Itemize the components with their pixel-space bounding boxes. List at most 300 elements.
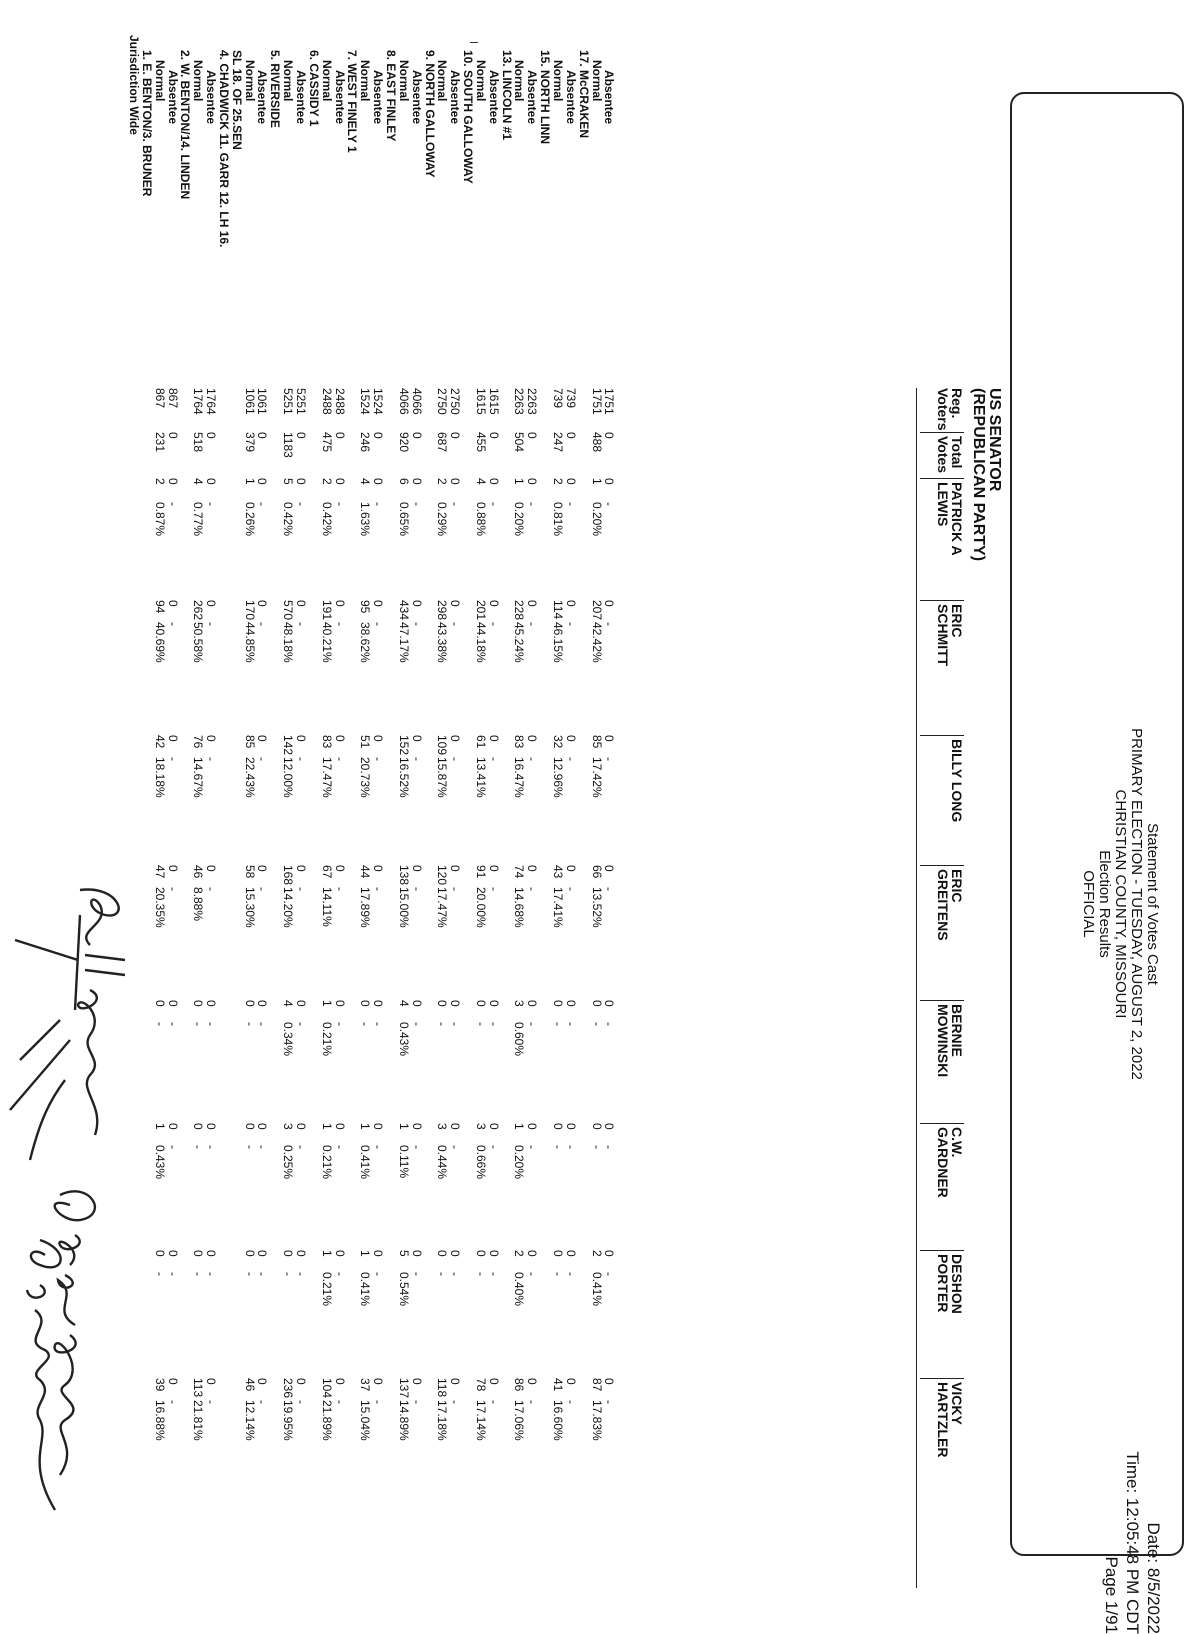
table-cell: 0 xyxy=(525,432,540,439)
table-cell: 0 xyxy=(255,432,270,439)
table-cell: 0 xyxy=(602,478,617,485)
table-cell: 4 xyxy=(358,478,373,485)
table-cell: 0 xyxy=(448,1123,463,1130)
table-cell: - xyxy=(165,1400,180,1404)
table-cell: - xyxy=(486,622,501,626)
row-label: 6. CASSIDY 1 xyxy=(306,50,321,127)
table-cell: 0 xyxy=(409,1250,424,1257)
table-cell: - xyxy=(602,1145,617,1149)
table-cell: 0 xyxy=(371,1123,386,1130)
table-cell: 0.40% xyxy=(512,1272,527,1307)
table-cell: 0 xyxy=(255,1250,270,1257)
table-cell: 0 xyxy=(204,1378,219,1385)
table-cell: 0 xyxy=(255,1000,270,1007)
table-cell: 17.42% xyxy=(589,757,604,798)
table-cell: 247 xyxy=(551,432,566,453)
table-cell: - xyxy=(525,622,540,626)
row-label: Absentee xyxy=(371,70,386,125)
table-cell: 0 xyxy=(165,432,180,439)
table-cell: 20.00% xyxy=(473,887,488,928)
table-cell: 138 xyxy=(396,865,411,886)
table-cell: 16.47% xyxy=(512,757,527,798)
col-deshon-porter: DESHON PORTER xyxy=(920,1250,964,1314)
table-cell: 920 xyxy=(396,432,411,453)
table-cell: - xyxy=(486,502,501,506)
contest-title xyxy=(970,388,1002,561)
table-cell: 0 xyxy=(165,735,180,742)
table-cell: - xyxy=(371,757,386,761)
table-cell: 1 xyxy=(396,1123,411,1130)
table-cell: 0 xyxy=(294,735,309,742)
table-cell: 0 xyxy=(525,1250,540,1257)
table-cell: - xyxy=(473,1272,488,1276)
table-cell: 45.24% xyxy=(512,622,527,663)
table-cell: - xyxy=(191,1272,206,1276)
table-cell: 1183 xyxy=(281,432,296,458)
header-rule xyxy=(916,388,917,1588)
table-cell: 0.60% xyxy=(512,1022,527,1057)
table-cell: 0 xyxy=(371,432,386,439)
table-cell: 0 xyxy=(204,1250,219,1257)
table-cell: - xyxy=(204,887,219,891)
table-cell: - xyxy=(551,1145,566,1149)
table-cell: 2750 xyxy=(448,388,463,415)
table-cell: 0 xyxy=(332,478,347,485)
table-cell: - xyxy=(204,502,219,506)
table-cell: - xyxy=(486,1022,501,1026)
table-row xyxy=(205,0,217,1584)
table-cell: 0 xyxy=(332,1123,347,1130)
row-label: Absentee xyxy=(602,70,617,125)
table-cell: - xyxy=(255,887,270,891)
precinct-heading xyxy=(141,0,153,1584)
table-cell: 47 xyxy=(152,865,167,879)
table-cell: 379 xyxy=(242,432,257,453)
table-cell: - xyxy=(281,1272,296,1276)
table-cell: - xyxy=(563,622,578,626)
table-cell: - xyxy=(165,622,180,626)
table-cell: - xyxy=(204,757,219,761)
table-cell: - xyxy=(332,502,347,506)
table-cell: 16.60% xyxy=(551,1400,566,1441)
table-cell: - xyxy=(448,502,463,506)
table-cell: 0 xyxy=(602,1250,617,1257)
table-cell: - xyxy=(191,1145,206,1149)
table-cell: 739 xyxy=(551,388,566,409)
table-cell: 0 xyxy=(204,432,219,439)
table-cell: 1.63% xyxy=(358,502,373,537)
table-cell: 94 xyxy=(152,600,167,614)
precinct-heading xyxy=(218,0,230,1584)
table-cell: 0 xyxy=(204,735,219,742)
table-cell: 1 xyxy=(589,478,604,485)
table-cell: 39 xyxy=(152,1378,167,1392)
table-cell: - xyxy=(602,1400,617,1404)
table-cell: 0.20% xyxy=(589,502,604,537)
table-cell: 50.58% xyxy=(191,622,206,663)
table-cell: - xyxy=(332,1400,347,1404)
table-cell: - xyxy=(204,1400,219,1404)
row-label: Normal xyxy=(191,60,206,102)
table-cell: - xyxy=(563,1272,578,1276)
table-row xyxy=(565,0,577,1584)
table-cell: - xyxy=(255,1022,270,1026)
table-row xyxy=(449,0,461,1584)
table-cell: - xyxy=(409,757,424,761)
table-cell: 104 xyxy=(319,1378,334,1399)
precinct-heading xyxy=(346,0,358,1584)
table-cell: 2263 xyxy=(525,388,540,415)
row-label: Normal xyxy=(396,60,411,102)
table-cell: 0 xyxy=(255,1378,270,1385)
row-label: Normal xyxy=(435,60,450,102)
table-cell: 0 xyxy=(563,1000,578,1007)
table-cell: - xyxy=(409,1145,424,1149)
table-cell: 41 xyxy=(551,1378,566,1392)
col-total-votes: Total Votes xyxy=(920,432,964,473)
table-cell: - xyxy=(602,887,617,891)
table-cell: 14.68% xyxy=(512,887,527,928)
table-cell: 0 xyxy=(294,432,309,439)
table-cell: 14.20% xyxy=(281,887,296,928)
table-cell: - xyxy=(371,1400,386,1404)
table-cell: - xyxy=(448,1145,463,1149)
table-cell: 1 xyxy=(358,1123,373,1130)
table-cell: 1 xyxy=(319,1250,334,1257)
table-row xyxy=(372,0,384,1584)
table-row xyxy=(321,0,333,1584)
table-cell: 0 xyxy=(589,1000,604,1007)
table-cell: - xyxy=(332,887,347,891)
table-cell: - xyxy=(371,887,386,891)
table-cell: 13.41% xyxy=(473,757,488,798)
table-cell: 0.20% xyxy=(512,1145,527,1180)
table-cell: - xyxy=(409,1272,424,1276)
table-row xyxy=(475,0,487,1584)
table-cell: - xyxy=(448,757,463,761)
table-cell: 0.26% xyxy=(242,502,257,537)
table-cell: 0.21% xyxy=(319,1022,334,1057)
table-cell: - xyxy=(448,1022,463,1026)
table-row xyxy=(154,0,166,1584)
row-label: Absentee xyxy=(255,70,270,125)
table-cell: 0 xyxy=(435,1000,450,1007)
table-cell: 0 xyxy=(281,1250,296,1257)
row-label: Absentee xyxy=(525,70,540,125)
table-cell: - xyxy=(563,1145,578,1149)
table-cell: - xyxy=(602,757,617,761)
table-cell: - xyxy=(563,1400,578,1404)
table-cell: 118 xyxy=(435,1378,450,1398)
table-cell: 1 xyxy=(152,1123,167,1130)
table-cell: 0 xyxy=(165,1123,180,1130)
table-cell: 0.87% xyxy=(152,502,167,537)
table-cell: 0 xyxy=(332,735,347,742)
table-cell: 83 xyxy=(512,735,527,749)
table-cell: 504 xyxy=(512,432,527,453)
table-cell: 0 xyxy=(255,1123,270,1130)
table-cell: 17.47% xyxy=(319,757,334,798)
table-cell: - xyxy=(294,622,309,626)
row-label: Absentee xyxy=(332,70,347,125)
precinct-heading xyxy=(269,0,281,1584)
table-cell: - xyxy=(294,1145,309,1149)
row-label: 15. NORTH LINN xyxy=(538,50,553,145)
table-cell: - xyxy=(242,1145,257,1149)
table-cell: 0 xyxy=(486,735,501,742)
table-cell: 40.69% xyxy=(152,622,167,663)
table-cell: 15.87% xyxy=(435,757,450,798)
table-row xyxy=(488,0,500,1584)
table-cell: 0 xyxy=(486,600,501,607)
table-cell: 74 xyxy=(512,865,527,879)
table-cell: 19.95% xyxy=(281,1400,296,1441)
table-cell: - xyxy=(563,757,578,761)
table-cell: 0 xyxy=(371,1000,386,1007)
table-cell: - xyxy=(332,1022,347,1026)
table-cell: - xyxy=(486,1145,501,1149)
table-row xyxy=(359,0,371,1584)
table-cell: 0 xyxy=(294,600,309,607)
row-label: 17. McCRAKEN xyxy=(576,50,591,139)
table-cell: 0 xyxy=(473,1250,488,1257)
table-cell: 0.77% xyxy=(191,502,206,537)
table-cell: 475 xyxy=(319,432,334,453)
table-cell: 0 xyxy=(371,735,386,742)
table-cell: - xyxy=(165,757,180,761)
table-cell: 0.88% xyxy=(473,502,488,537)
table-cell: 0 xyxy=(204,478,219,485)
report-date: Date: 8/5/2022 xyxy=(1144,1522,1163,1634)
row-label: Absentee xyxy=(204,70,219,125)
table-cell: 0 xyxy=(525,1378,540,1385)
table-cell: 0 xyxy=(152,1250,167,1257)
table-cell: 46.15% xyxy=(551,622,566,663)
row-label: Absentee xyxy=(409,70,424,125)
table-cell: - xyxy=(409,1400,424,1404)
row-label: 1. E. BENTON/3. BRUNER xyxy=(139,50,154,197)
table-cell: - xyxy=(409,502,424,506)
table-cell: 0.41% xyxy=(358,1145,373,1180)
table-cell: 0 xyxy=(409,478,424,485)
table-cell: - xyxy=(551,1272,566,1276)
table-cell: - xyxy=(525,757,540,761)
table-cell: - xyxy=(165,1145,180,1149)
table-cell: 0 xyxy=(409,865,424,872)
table-cell: 0 xyxy=(294,1123,309,1130)
table-cell: 0 xyxy=(486,1378,501,1385)
table-row xyxy=(257,0,269,1584)
table-cell: - xyxy=(255,1400,270,1404)
table-cell: 114 xyxy=(551,600,566,620)
table-cell: - xyxy=(589,1145,604,1149)
report-meta xyxy=(1101,1444,1164,1634)
signature-2 xyxy=(5,1230,85,1530)
table-cell: - xyxy=(371,1145,386,1149)
row-label: 10. SOUTH GALLOWAY xyxy=(461,50,476,184)
table-cell: 85 xyxy=(242,735,257,749)
table-cell: - xyxy=(152,1022,167,1026)
table-cell: 22.43% xyxy=(242,757,257,798)
table-cell: 4 xyxy=(191,478,206,485)
table-cell: - xyxy=(371,502,386,506)
col-patrick-lewis: PATRICK A LEWIS xyxy=(920,478,964,556)
table-cell: 0 xyxy=(358,1000,373,1007)
table-cell: 1524 xyxy=(358,388,373,415)
table-cell: - xyxy=(255,1145,270,1149)
table-row xyxy=(192,0,204,1584)
table-cell: 1 xyxy=(319,1123,334,1130)
report-title: Statement of Votes Cast xyxy=(1144,823,1161,985)
table-cell: 42 xyxy=(152,735,167,749)
table-cell: 0 xyxy=(409,432,424,439)
row-label: Absentee xyxy=(486,70,501,125)
table-cell: - xyxy=(525,1272,540,1276)
table-cell: 0 xyxy=(255,735,270,742)
table-cell: - xyxy=(204,1145,219,1149)
table-cell: 0 xyxy=(551,1250,566,1257)
county-name: CHRISTIAN COUNTY, MISSOURI xyxy=(1112,789,1129,1019)
table-cell: - xyxy=(563,887,578,891)
table-cell: 0 xyxy=(563,600,578,607)
table-cell: 0 xyxy=(191,1250,206,1257)
table-cell: - xyxy=(448,1400,463,1404)
table-cell: 86 xyxy=(512,1378,527,1392)
table-row xyxy=(398,0,410,1584)
table-cell: - xyxy=(242,1022,257,1026)
table-cell: 3 xyxy=(281,1123,296,1130)
table-cell: - xyxy=(486,757,501,761)
table-cell: 0 xyxy=(448,478,463,485)
row-label: Normal xyxy=(512,60,527,102)
table-cell: - xyxy=(255,1272,270,1276)
table-cell: 434 xyxy=(396,600,411,621)
row-label: 2. W. BENTON/14. LINDEN xyxy=(178,50,193,200)
table-cell: - xyxy=(602,1022,617,1026)
table-cell: 4 xyxy=(473,478,488,485)
table-cell: 570 xyxy=(281,600,296,621)
table-cell: - xyxy=(409,887,424,891)
table-cell: 0 xyxy=(332,600,347,607)
table-cell: 0 xyxy=(165,600,180,607)
table-cell: 3 xyxy=(512,1000,527,1007)
table-cell: 2 xyxy=(589,1250,604,1257)
table-cell: 0 xyxy=(486,432,501,439)
table-cell: 0 xyxy=(255,600,270,607)
table-cell: 739 xyxy=(563,388,578,409)
table-cell: 1061 xyxy=(255,388,270,415)
table-cell: 0 xyxy=(448,865,463,872)
table-cell: 0 xyxy=(409,600,424,607)
table-cell: - xyxy=(191,1022,206,1026)
table-cell: 0.65% xyxy=(396,502,411,537)
table-cell: 46 xyxy=(191,865,206,879)
table-cell: 12.96% xyxy=(551,757,566,798)
precinct-heading xyxy=(462,0,474,1584)
table-cell: 1524 xyxy=(371,388,386,415)
table-cell: 0 xyxy=(473,1000,488,1007)
precinct-heading xyxy=(578,0,590,1584)
table-cell: 1764 xyxy=(204,388,219,415)
table-cell: 0 xyxy=(204,600,219,607)
report-type: Election Results xyxy=(1096,850,1113,958)
table-cell: - xyxy=(255,622,270,626)
table-cell: 0 xyxy=(165,478,180,485)
table-cell: 17.41% xyxy=(551,887,566,928)
table-cell: 5 xyxy=(281,478,296,485)
table-cell: 61 xyxy=(473,735,488,749)
table-cell: 18.18% xyxy=(152,757,167,798)
table-cell: - xyxy=(255,502,270,506)
table-cell: 1 xyxy=(242,478,257,485)
table-cell: 0 xyxy=(525,865,540,872)
table-cell: 0 xyxy=(486,1123,501,1130)
row-label: Absentee xyxy=(165,70,180,125)
table-cell: - xyxy=(294,757,309,761)
table-cell: - xyxy=(409,622,424,626)
table-cell: - xyxy=(165,1272,180,1276)
row-label: Normal xyxy=(319,60,334,102)
table-cell: 0 xyxy=(602,1000,617,1007)
table-cell: - xyxy=(525,1400,540,1404)
table-cell: 0 xyxy=(448,1378,463,1385)
table-cell: 455 xyxy=(473,432,488,453)
table-cell: 0 xyxy=(602,865,617,872)
table-cell: 0 xyxy=(602,1378,617,1385)
table-cell: 2263 xyxy=(512,388,527,415)
precinct-heading xyxy=(385,0,397,1584)
table-cell: 0 xyxy=(525,600,540,607)
table-cell: 0 xyxy=(448,735,463,742)
table-cell: 14.67% xyxy=(191,757,206,798)
table-cell: 0.44% xyxy=(435,1145,450,1180)
row-label: Normal xyxy=(242,60,257,102)
table-cell: 207 xyxy=(589,600,604,621)
table-cell: 152 xyxy=(396,735,411,756)
table-cell: 0 xyxy=(255,478,270,485)
table-row xyxy=(436,0,448,1584)
table-cell: 44.85% xyxy=(242,622,257,663)
table-cell: 0 xyxy=(563,478,578,485)
table-cell: 120 xyxy=(435,865,450,886)
table-cell: - xyxy=(358,1022,373,1026)
table-cell: - xyxy=(563,502,578,506)
table-cell: 17.83% xyxy=(589,1400,604,1441)
table-cell: 0 xyxy=(294,1378,309,1385)
table-cell: - xyxy=(448,622,463,626)
table-cell: 46 xyxy=(242,1378,257,1392)
table-cell: - xyxy=(255,757,270,761)
table-cell: 262 xyxy=(191,600,206,621)
row-label: 13. LINCOLN #1 xyxy=(499,50,514,141)
table-cell: 0 xyxy=(602,735,617,742)
table-cell: 4066 xyxy=(409,388,424,415)
table-cell: - xyxy=(204,1022,219,1026)
table-cell: 0 xyxy=(563,735,578,742)
table-cell: 0 xyxy=(332,432,347,439)
table-cell: 37 xyxy=(358,1378,373,1392)
row-label: Normal xyxy=(551,60,566,102)
table-cell: 66 xyxy=(589,865,604,879)
table-row xyxy=(295,0,307,1584)
table-cell: 0 xyxy=(332,1000,347,1007)
table-cell: 142 xyxy=(281,735,296,756)
table-cell: 20.35% xyxy=(152,887,167,928)
table-row xyxy=(514,0,526,1584)
precinct-heading xyxy=(128,0,140,1584)
table-cell: 21.81% xyxy=(191,1400,206,1441)
table-cell: 91 xyxy=(473,865,488,879)
